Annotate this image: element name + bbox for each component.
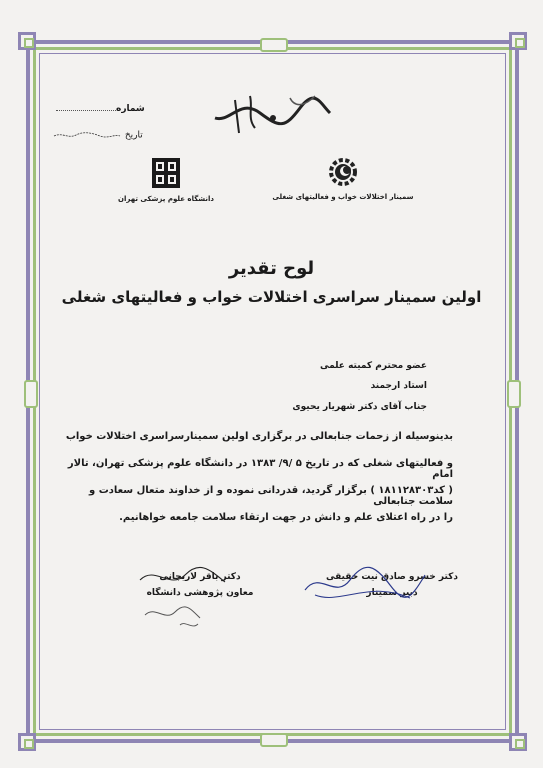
frame-corner-ornament (18, 32, 36, 50)
gear-moon-icon (328, 157, 358, 187)
issue-date (52, 130, 143, 141)
seminar-logo (268, 157, 418, 201)
body-text-line: و فعالیتهای شغلی که در تاریخ ۵ /۹/ ۱۳۸۳ در دانشگاه علوم پزشکی تهران، تالار امام (67, 458, 453, 480)
signatory-name: دکتر باقر لاریجانی (159, 572, 241, 582)
frame-border-inner (39, 53, 506, 730)
registration-handwriting (56, 110, 116, 111)
date-handwriting (52, 130, 122, 140)
addressee-honorific: استاد ارجمند (370, 381, 427, 391)
addressee-name: جناب آقای دکتر شهریار یحیوی (292, 402, 427, 412)
addressee-role: عضو محترم کمیته علمی (319, 361, 427, 371)
frame-knot-ornament (260, 733, 288, 747)
university-name: دانشگاه علوم پزشکی تهران (117, 195, 215, 203)
registration-label: شماره (116, 104, 145, 114)
certificate-subtitle: اولین سمینار سراسری اختلالات خواب و فعالیتهای شغلی (61, 288, 482, 306)
frame-knot-ornament (507, 380, 521, 408)
frame-corner-ornament (509, 733, 527, 751)
handwritten-signature (300, 560, 430, 610)
university-emblem-icon (151, 157, 181, 189)
body-text-line: را در راه اعتلای علم و دانش در جهت ارتقاء سلامت جامعه خواهانیم. (119, 512, 453, 523)
handwritten-signature (120, 560, 250, 635)
certificate-title: لوح تقدیر (228, 258, 315, 279)
signatory-title: معاون پژوهشی دانشگاه (146, 588, 254, 598)
university-logo (116, 157, 216, 203)
body-text-line: بدینوسیله از زحمات جنابعالی در برگزاری اولین سمینارسراسری اختلالات خواب (65, 431, 453, 442)
seminar-name: سمینار اختلالات خواب و فعالیتهای شغلی (272, 193, 414, 201)
bismillah-calligraphy (205, 88, 335, 143)
body-text-line: ( کد۱۸۱۱۲۸۳۰۳ ) برگزار گردید، قدردانی نموده و از خداوند متعال سعادت و سلامت جنابعالی (89, 485, 453, 507)
date-label: تاریخ (124, 130, 143, 141)
signatory-name: دکتر خسرو صادق نیت حقیقی (325, 572, 459, 582)
frame-knot-ornament (24, 380, 38, 408)
frame-knot-ornament (260, 38, 288, 52)
registration-number (52, 104, 145, 114)
frame-corner-ornament (509, 32, 527, 50)
frame-corner-ornament (18, 733, 36, 751)
signatory-title: دبیر سمینار (366, 588, 418, 598)
